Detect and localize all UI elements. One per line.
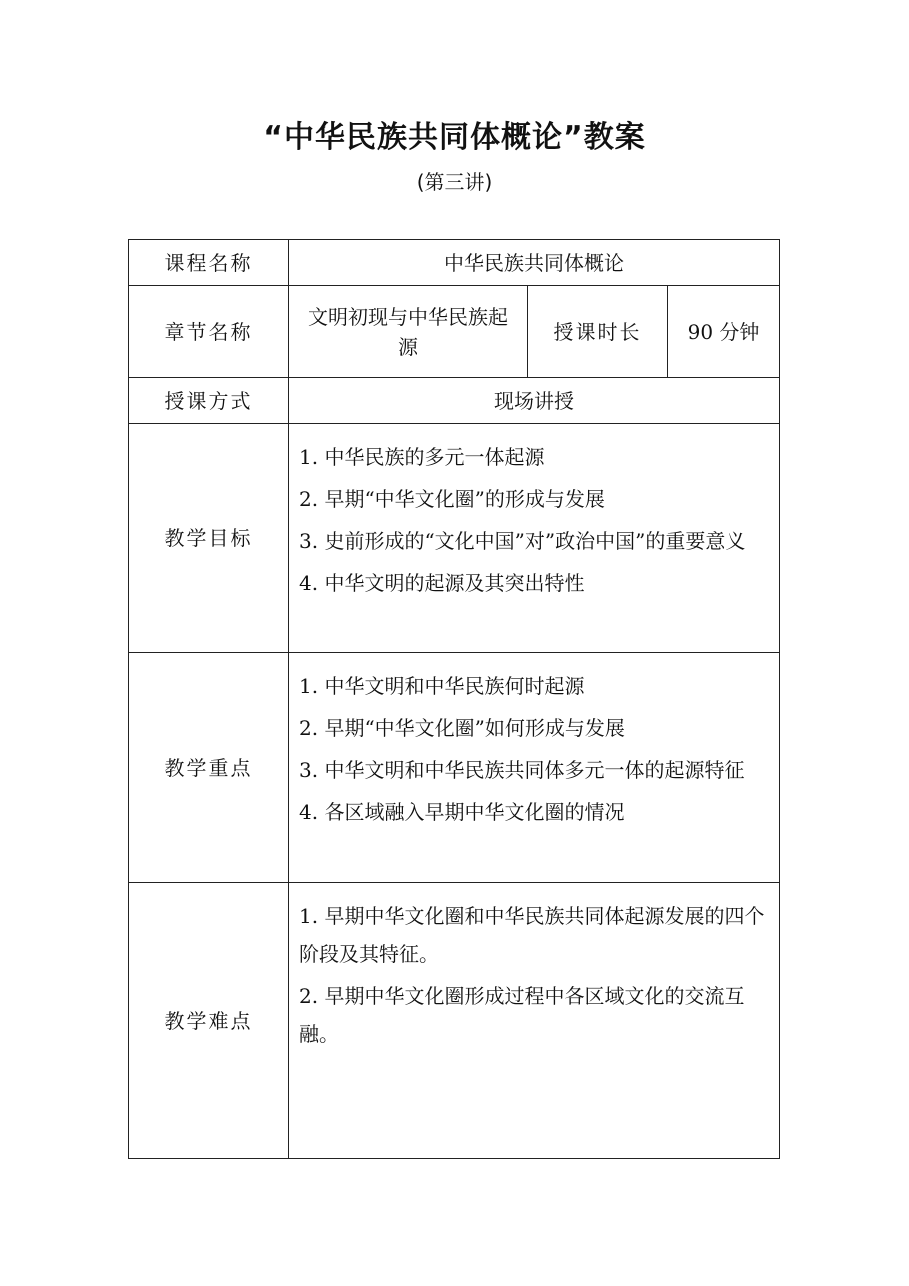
list-item: 4. 各区域融入早期中华文化圈的情况 bbox=[299, 800, 625, 824]
course-row bbox=[129, 240, 780, 286]
document-title: “中华民族共同体概论”教案 bbox=[263, 120, 646, 155]
difficulties-list bbox=[289, 883, 780, 1159]
method-row bbox=[129, 378, 780, 424]
course-label: 课程名称 bbox=[129, 240, 289, 286]
list-item: 4. 中华文明的起源及其突出特性 bbox=[299, 571, 585, 595]
list-item: 1. 早期中华文化圈和中华民族共同体起源发展的四个阶段及其特征。 bbox=[299, 904, 765, 966]
objectives-label: 教学目标 bbox=[129, 424, 289, 653]
list-item: 3. 中华文明和中华民族共同体多元一体的起源特征 bbox=[299, 758, 745, 782]
duration-value: 90 分钟 bbox=[668, 286, 780, 378]
list-item: 3. 史前形成的“文化中国”对”政治中国”的重要意义 bbox=[299, 529, 746, 553]
list-item: 1. 中华民族的多元一体起源 bbox=[299, 445, 545, 469]
chapter-row bbox=[129, 286, 780, 378]
difficulties-label: 教学难点 bbox=[129, 883, 289, 1159]
document-subtitle: (第三讲) bbox=[416, 170, 493, 194]
objectives-row bbox=[129, 424, 780, 653]
duration-label: 授课时长 bbox=[528, 286, 668, 378]
keypoints-label: 教学重点 bbox=[129, 653, 289, 883]
keypoints-row bbox=[129, 653, 780, 883]
list-item: 2. 早期“中华文化圈”的形成与发展 bbox=[299, 487, 605, 511]
keypoints-list bbox=[289, 653, 780, 883]
chapter-value: 文明初现与中华民族起源 bbox=[289, 286, 528, 378]
method-value: 现场讲授 bbox=[289, 378, 780, 424]
objectives-list bbox=[289, 424, 780, 653]
lesson-plan-table bbox=[128, 239, 780, 1159]
list-item: 2. 早期“中华文化圈”如何形成与发展 bbox=[299, 716, 625, 740]
difficulties-row bbox=[129, 883, 780, 1159]
chapter-label: 章节名称 bbox=[129, 286, 289, 378]
method-label: 授课方式 bbox=[129, 378, 289, 424]
course-value: 中华民族共同体概论 bbox=[289, 240, 780, 286]
list-item: 1. 中华文明和中华民族何时起源 bbox=[299, 674, 585, 698]
list-item: 2. 早期中华文化圈形成过程中各区域文化的交流互融。 bbox=[299, 984, 745, 1046]
